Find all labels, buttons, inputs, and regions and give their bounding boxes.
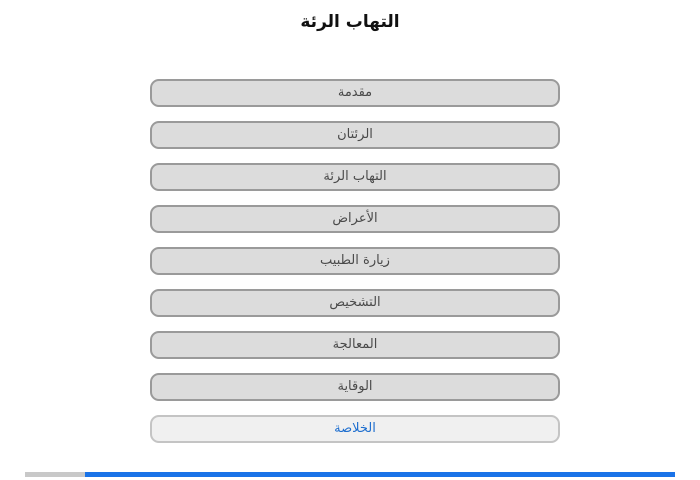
lesson-menu (150, 79, 560, 457)
progress-bar (25, 472, 675, 477)
menu-item-treatment[interactable]: المعالجة (150, 331, 560, 359)
menu-item-symptoms[interactable]: الأعراض (150, 205, 560, 233)
menu-item-introduction[interactable]: مقدمة (150, 79, 560, 107)
progress-bar-fill (85, 472, 675, 477)
menu-item-pneumonia[interactable]: التهاب الرئة (150, 163, 560, 191)
menu-item-prevention[interactable]: الوقاية (150, 373, 560, 401)
menu-item-summary[interactable]: الخلاصة (150, 415, 560, 443)
menu-item-doctor-visit[interactable]: زيارة الطبيب (150, 247, 560, 275)
menu-item-diagnosis[interactable]: التشخيص (150, 289, 560, 317)
page-title: التهاب الرئة (300, 12, 400, 32)
menu-item-lungs[interactable]: الرئتان (150, 121, 560, 149)
